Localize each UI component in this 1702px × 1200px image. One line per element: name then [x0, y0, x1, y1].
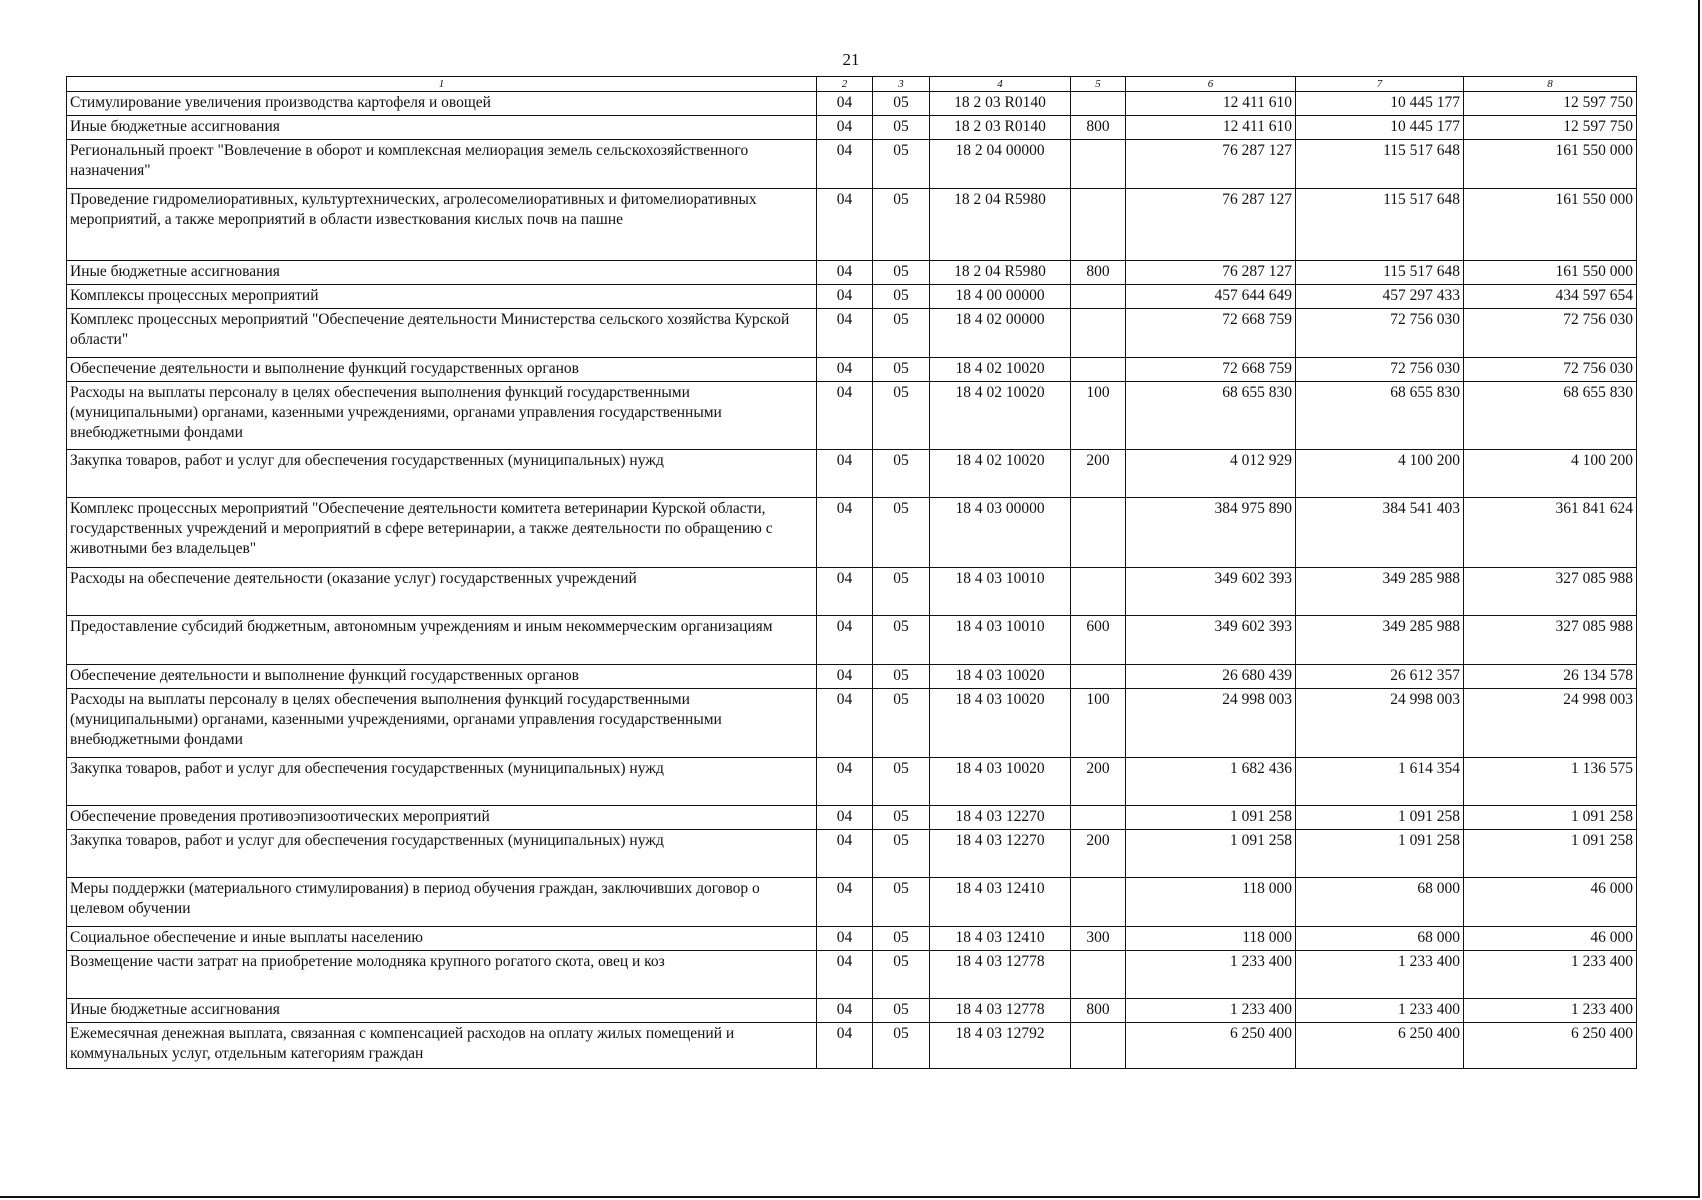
row-amount-year-1: 349 602 393	[1126, 568, 1296, 616]
row-subsection: 05	[873, 92, 930, 116]
row-section: 04	[817, 927, 873, 951]
table-row	[67, 450, 1637, 498]
row-name: Расходы на обеспечение деятельности (оказание услуг) государственных учреждений	[67, 568, 817, 616]
row-amount-year-2: 115 517 648	[1296, 261, 1464, 285]
row-target-article: 18 4 03 12270	[930, 830, 1071, 878]
table-row	[67, 689, 1637, 758]
row-expense-type	[1071, 665, 1126, 689]
row-amount-year-1: 1 091 258	[1126, 830, 1296, 878]
table-row	[67, 758, 1637, 806]
column-number-row	[67, 77, 1637, 92]
table-row	[67, 261, 1637, 285]
row-name: Иные бюджетные ассигнования	[67, 999, 817, 1023]
row-subsection: 05	[873, 285, 930, 309]
row-amount-year-3: 4 100 200	[1464, 450, 1637, 498]
row-subsection: 05	[873, 498, 930, 568]
row-amount-year-1: 457 644 649	[1126, 285, 1296, 309]
row-subsection: 05	[873, 116, 930, 140]
table-row	[67, 358, 1637, 382]
row-expense-type: 100	[1071, 689, 1126, 758]
row-section: 04	[817, 116, 873, 140]
row-amount-year-3: 12 597 750	[1464, 116, 1637, 140]
row-expense-type: 800	[1071, 116, 1126, 140]
row-target-article: 18 2 03 R0140	[930, 92, 1071, 116]
row-section: 04	[817, 999, 873, 1023]
row-target-article: 18 4 03 12270	[930, 806, 1071, 830]
row-amount-year-3: 12 597 750	[1464, 92, 1637, 116]
row-amount-year-1: 76 287 127	[1126, 261, 1296, 285]
row-expense-type: 600	[1071, 616, 1126, 665]
row-target-article: 18 2 04 00000	[930, 140, 1071, 189]
row-subsection: 05	[873, 358, 930, 382]
row-subsection: 05	[873, 689, 930, 758]
row-target-article: 18 4 03 10020	[930, 689, 1071, 758]
row-amount-year-1: 1 233 400	[1126, 951, 1296, 999]
row-expense-type	[1071, 568, 1126, 616]
table-body	[67, 92, 1637, 1069]
row-subsection: 05	[873, 830, 930, 878]
row-amount-year-2: 457 297 433	[1296, 285, 1464, 309]
row-amount-year-2: 68 655 830	[1296, 382, 1464, 450]
row-amount-year-3: 24 998 003	[1464, 689, 1637, 758]
row-expense-type: 300	[1071, 927, 1126, 951]
row-subsection: 05	[873, 665, 930, 689]
row-target-article: 18 4 03 12792	[930, 1023, 1071, 1069]
row-subsection: 05	[873, 951, 930, 999]
row-amount-year-2: 72 756 030	[1296, 358, 1464, 382]
row-name: Комплекс процессных мероприятий "Обеспечение деятельности комитета ветеринарии Курской области, государственных учреждений и мероприятий в сфере ветеринарии, а также деятельности по обращению с животными без владельцев"	[67, 498, 817, 568]
row-section: 04	[817, 358, 873, 382]
row-amount-year-1: 12 411 610	[1126, 92, 1296, 116]
row-section: 04	[817, 309, 873, 358]
budget-table	[66, 76, 1637, 1069]
column-header-1: 1	[67, 77, 817, 92]
row-amount-year-3: 1 136 575	[1464, 758, 1637, 806]
row-subsection: 05	[873, 309, 930, 358]
row-amount-year-3: 46 000	[1464, 878, 1637, 927]
table-row	[67, 116, 1637, 140]
row-amount-year-3: 327 085 988	[1464, 616, 1637, 665]
row-name: Комплекс процессных мероприятий "Обеспечение деятельности Министерства сельского хозяйства Курской области"	[67, 309, 817, 358]
row-amount-year-2: 10 445 177	[1296, 116, 1464, 140]
row-amount-year-1: 118 000	[1126, 878, 1296, 927]
row-amount-year-1: 1 233 400	[1126, 999, 1296, 1023]
row-amount-year-1: 76 287 127	[1126, 189, 1296, 261]
table-row	[67, 285, 1637, 309]
row-name: Закупка товаров, работ и услуг для обеспечения государственных (муниципальных) нужд	[67, 758, 817, 806]
row-name: Проведение гидромелиоративных, культуртехнических, агролесомелиоративных и фитомелиоративных мероприятий, а также мероприятий в области известкования кислых почв на пашне	[67, 189, 817, 261]
row-name: Ежемесячная денежная выплата, связанная с компенсацией расходов на оплату жилых помещений и коммунальных услуг, отдельным категориям граждан	[67, 1023, 817, 1069]
row-name: Обеспечение деятельности и выполнение функций государственных органов	[67, 358, 817, 382]
row-name: Обеспечение проведения противоэпизоотических мероприятий	[67, 806, 817, 830]
row-amount-year-2: 349 285 988	[1296, 616, 1464, 665]
row-name: Иные бюджетные ассигнования	[67, 116, 817, 140]
row-amount-year-2: 72 756 030	[1296, 309, 1464, 358]
row-subsection: 05	[873, 189, 930, 261]
table-row	[67, 568, 1637, 616]
row-expense-type: 800	[1071, 261, 1126, 285]
row-subsection: 05	[873, 758, 930, 806]
row-section: 04	[817, 689, 873, 758]
table-row	[67, 927, 1637, 951]
column-header-8: 8	[1464, 77, 1637, 92]
row-section: 04	[817, 568, 873, 616]
row-amount-year-2: 384 541 403	[1296, 498, 1464, 568]
row-section: 04	[817, 382, 873, 450]
row-section: 04	[817, 665, 873, 689]
row-subsection: 05	[873, 140, 930, 189]
table-row	[67, 806, 1637, 830]
row-expense-type	[1071, 358, 1126, 382]
row-amount-year-2: 68 000	[1296, 878, 1464, 927]
row-amount-year-3: 72 756 030	[1464, 358, 1637, 382]
row-expense-type	[1071, 1023, 1126, 1069]
row-section: 04	[817, 1023, 873, 1069]
row-target-article: 18 4 03 12410	[930, 927, 1071, 951]
row-amount-year-1: 24 998 003	[1126, 689, 1296, 758]
row-subsection: 05	[873, 382, 930, 450]
row-section: 04	[817, 140, 873, 189]
row-amount-year-1: 4 012 929	[1126, 450, 1296, 498]
row-target-article: 18 4 03 12410	[930, 878, 1071, 927]
row-amount-year-3: 327 085 988	[1464, 568, 1637, 616]
row-target-article: 18 2 03 R0140	[930, 116, 1071, 140]
row-amount-year-2: 1 614 354	[1296, 758, 1464, 806]
row-expense-type: 100	[1071, 382, 1126, 450]
table-row	[67, 382, 1637, 450]
row-section: 04	[817, 616, 873, 665]
row-name: Социальное обеспечение и иные выплаты населению	[67, 927, 817, 951]
row-amount-year-1: 12 411 610	[1126, 116, 1296, 140]
row-amount-year-3: 1 233 400	[1464, 999, 1637, 1023]
row-expense-type	[1071, 309, 1126, 358]
row-amount-year-3: 68 655 830	[1464, 382, 1637, 450]
row-expense-type	[1071, 285, 1126, 309]
row-name: Закупка товаров, работ и услуг для обеспечения государственных (муниципальных) нужд	[67, 830, 817, 878]
row-section: 04	[817, 498, 873, 568]
table-row	[67, 189, 1637, 261]
row-expense-type	[1071, 498, 1126, 568]
row-amount-year-2: 4 100 200	[1296, 450, 1464, 498]
row-amount-year-1: 1 091 258	[1126, 806, 1296, 830]
row-expense-type	[1071, 92, 1126, 116]
row-amount-year-1: 26 680 439	[1126, 665, 1296, 689]
row-section: 04	[817, 830, 873, 878]
row-target-article: 18 4 03 12778	[930, 999, 1071, 1023]
row-amount-year-1: 72 668 759	[1126, 358, 1296, 382]
column-header-2: 2	[817, 77, 873, 92]
row-section: 04	[817, 450, 873, 498]
row-section: 04	[817, 806, 873, 830]
row-amount-year-1: 6 250 400	[1126, 1023, 1296, 1069]
column-header-4: 4	[930, 77, 1071, 92]
row-section: 04	[817, 758, 873, 806]
row-amount-year-2: 115 517 648	[1296, 189, 1464, 261]
table-row	[67, 498, 1637, 568]
row-amount-year-3: 26 134 578	[1464, 665, 1637, 689]
row-amount-year-3: 434 597 654	[1464, 285, 1637, 309]
row-section: 04	[817, 92, 873, 116]
row-amount-year-2: 115 517 648	[1296, 140, 1464, 189]
row-amount-year-2: 1 091 258	[1296, 830, 1464, 878]
row-subsection: 05	[873, 1023, 930, 1069]
row-expense-type	[1071, 878, 1126, 927]
table-row	[67, 878, 1637, 927]
row-expense-type: 200	[1071, 450, 1126, 498]
row-amount-year-3: 1 091 258	[1464, 806, 1637, 830]
column-header-7: 7	[1296, 77, 1464, 92]
row-expense-type	[1071, 189, 1126, 261]
row-section: 04	[817, 189, 873, 261]
row-amount-year-2: 1 233 400	[1296, 951, 1464, 999]
row-name: Обеспечение деятельности и выполнение функций государственных органов	[67, 665, 817, 689]
row-amount-year-1: 118 000	[1126, 927, 1296, 951]
row-amount-year-2: 24 998 003	[1296, 689, 1464, 758]
table-row	[67, 616, 1637, 665]
row-target-article: 18 4 03 10010	[930, 568, 1071, 616]
table-row	[67, 1023, 1637, 1069]
row-name: Возмещение части затрат на приобретение молодняка крупного рогатого скота, овец и коз	[67, 951, 817, 999]
row-expense-type	[1071, 140, 1126, 189]
table-row	[67, 951, 1637, 999]
row-name: Расходы на выплаты персоналу в целях обеспечения выполнения функций государственными (муниципальными) органами, казенными учреждениями, органами управления государственными внебюджетными фондами	[67, 689, 817, 758]
row-target-article: 18 4 02 00000	[930, 309, 1071, 358]
row-expense-type: 800	[1071, 999, 1126, 1023]
row-target-article: 18 2 04 R5980	[930, 189, 1071, 261]
row-expense-type: 200	[1071, 830, 1126, 878]
row-amount-year-3: 72 756 030	[1464, 309, 1637, 358]
row-amount-year-2: 68 000	[1296, 927, 1464, 951]
row-target-article: 18 4 03 10010	[930, 616, 1071, 665]
row-target-article: 18 4 02 10020	[930, 358, 1071, 382]
row-target-article: 18 4 03 10020	[930, 665, 1071, 689]
row-subsection: 05	[873, 450, 930, 498]
row-subsection: 05	[873, 806, 930, 830]
column-header-6: 6	[1126, 77, 1296, 92]
column-header-3: 3	[873, 77, 930, 92]
row-amount-year-1: 384 975 890	[1126, 498, 1296, 568]
row-subsection: 05	[873, 927, 930, 951]
row-subsection: 05	[873, 878, 930, 927]
row-name: Комплексы процессных мероприятий	[67, 285, 817, 309]
row-amount-year-3: 1 233 400	[1464, 951, 1637, 999]
row-amount-year-1: 349 602 393	[1126, 616, 1296, 665]
row-expense-type	[1071, 806, 1126, 830]
row-amount-year-2: 1 233 400	[1296, 999, 1464, 1023]
row-target-article: 18 4 03 10020	[930, 758, 1071, 806]
row-amount-year-3: 46 000	[1464, 927, 1637, 951]
row-expense-type	[1071, 951, 1126, 999]
row-amount-year-2: 10 445 177	[1296, 92, 1464, 116]
row-amount-year-3: 1 091 258	[1464, 830, 1637, 878]
row-name: Региональный проект "Вовлечение в оборот и комплексная мелиорация земель сельскохозяйственного назначения"	[67, 140, 817, 189]
row-amount-year-3: 361 841 624	[1464, 498, 1637, 568]
row-section: 04	[817, 261, 873, 285]
row-amount-year-2: 6 250 400	[1296, 1023, 1464, 1069]
row-name: Иные бюджетные ассигнования	[67, 261, 817, 285]
table-row	[67, 140, 1637, 189]
table-row	[67, 999, 1637, 1023]
row-subsection: 05	[873, 616, 930, 665]
row-target-article: 18 4 02 10020	[930, 382, 1071, 450]
row-section: 04	[817, 285, 873, 309]
row-name: Меры поддержки (материального стимулирования) в период обучения граждан, заключивших договор о целевом обучении	[67, 878, 817, 927]
column-header-5: 5	[1071, 77, 1126, 92]
row-target-article: 18 4 00 00000	[930, 285, 1071, 309]
table-row	[67, 309, 1637, 358]
row-amount-year-1: 68 655 830	[1126, 382, 1296, 450]
row-subsection: 05	[873, 568, 930, 616]
row-section: 04	[817, 878, 873, 927]
row-expense-type: 200	[1071, 758, 1126, 806]
table-row	[67, 830, 1637, 878]
row-subsection: 05	[873, 999, 930, 1023]
row-amount-year-3: 6 250 400	[1464, 1023, 1637, 1069]
page-number: 21	[842, 50, 860, 69]
row-amount-year-2: 26 612 357	[1296, 665, 1464, 689]
row-target-article: 18 4 02 10020	[930, 450, 1071, 498]
row-amount-year-2: 1 091 258	[1296, 806, 1464, 830]
row-target-article: 18 4 03 12778	[930, 951, 1071, 999]
table-row	[67, 92, 1637, 116]
row-section: 04	[817, 951, 873, 999]
row-subsection: 05	[873, 261, 930, 285]
row-amount-year-1: 76 287 127	[1126, 140, 1296, 189]
row-amount-year-3: 161 550 000	[1464, 189, 1637, 261]
row-name: Предоставление субсидий бюджетным, автономным учреждениям и иным некоммерческим организациям	[67, 616, 817, 665]
row-amount-year-1: 1 682 436	[1126, 758, 1296, 806]
row-amount-year-1: 72 668 759	[1126, 309, 1296, 358]
row-target-article: 18 2 04 R5980	[930, 261, 1071, 285]
row-amount-year-3: 161 550 000	[1464, 261, 1637, 285]
row-name: Закупка товаров, работ и услуг для обеспечения государственных (муниципальных) нужд	[67, 450, 817, 498]
table-row	[67, 665, 1637, 689]
row-name: Стимулирование увеличения производства картофеля и овощей	[67, 92, 817, 116]
row-target-article: 18 4 03 00000	[930, 498, 1071, 568]
row-amount-year-2: 349 285 988	[1296, 568, 1464, 616]
row-name: Расходы на выплаты персоналу в целях обеспечения выполнения функций государственными (муниципальными) органами, казенными учреждениями, органами управления государственными внебюджетными фондами	[67, 382, 817, 450]
row-amount-year-3: 161 550 000	[1464, 140, 1637, 189]
